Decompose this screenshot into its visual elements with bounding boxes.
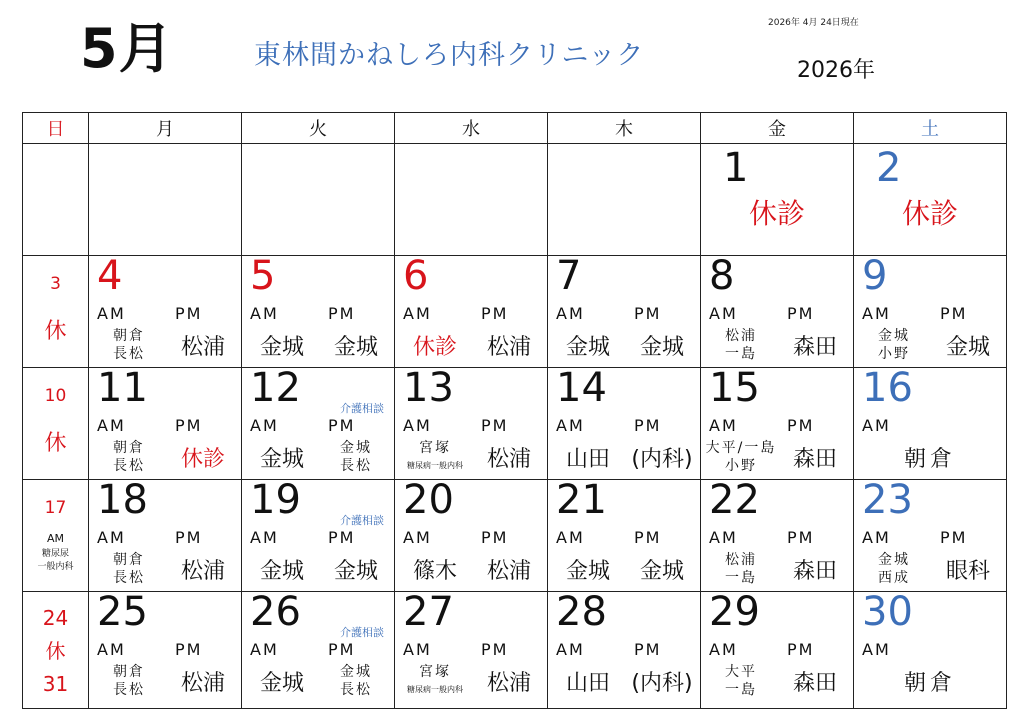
- updated-date: 2026年 4月 24日現在: [768, 18, 859, 28]
- day-cell: [548, 365, 701, 480]
- am-doctor-line: 朝倉: [113, 552, 145, 568]
- am-label: AM: [709, 416, 738, 435]
- pm-label: PM: [328, 640, 356, 659]
- am-doctor-stack: [725, 551, 757, 587]
- am-doctor-text: 休診: [412, 334, 457, 360]
- weekday-thu: 木: [548, 113, 701, 144]
- am-doctor-stack: [725, 327, 757, 363]
- pm-doctor-text: 松浦: [486, 334, 531, 360]
- am-doctor-line: 一島: [725, 682, 757, 698]
- pm-doctor: [163, 548, 243, 590]
- day-cell: [854, 589, 1007, 709]
- am-doctor-text: 金城: [259, 558, 304, 584]
- am-doctor-stack: [878, 551, 910, 587]
- sunday-closed: 休: [44, 319, 67, 344]
- pm-doctor-line: 長松: [340, 682, 372, 698]
- am-label: AM: [556, 528, 585, 547]
- sunday-cell: [23, 368, 89, 480]
- am-doctor-stack: [407, 439, 463, 475]
- holiday-label: 休診: [748, 197, 805, 230]
- day-cell: [395, 589, 548, 709]
- day-cell: [854, 477, 1007, 592]
- date-number: 21: [556, 477, 607, 523]
- am-label: AM: [250, 304, 279, 323]
- am-doctor-text: 山田: [565, 670, 610, 696]
- am-doctor-line: 金城: [878, 328, 910, 344]
- pm-doctor-text: 森田: [792, 446, 837, 472]
- am-doctor-text: 金城: [565, 558, 610, 584]
- am-doctor: [701, 660, 781, 702]
- am-label: AM: [556, 640, 585, 659]
- pm-doctor-text: 松浦: [486, 446, 531, 472]
- am-doctor-line: 一島: [725, 346, 757, 362]
- date-number: 12: [250, 365, 301, 411]
- sunday-note: [23, 548, 88, 574]
- pm-doctor-text: 森田: [792, 334, 837, 360]
- am-doctor: [395, 324, 475, 366]
- am-doctor: [854, 324, 934, 366]
- pm-label: PM: [787, 640, 815, 659]
- weekday-sat: 土: [854, 113, 1007, 144]
- pm-label: PM: [787, 528, 815, 547]
- am-doctor-line: 金城: [878, 552, 910, 568]
- am-label: AM: [97, 416, 126, 435]
- pm-doctor: [469, 548, 549, 590]
- am-doctor-line: 大平/一島: [705, 440, 777, 456]
- am-doctor-text: 金城: [259, 446, 304, 472]
- pm-doctor: [316, 548, 396, 590]
- pm-label: PM: [634, 304, 662, 323]
- date-number: 30: [862, 589, 913, 635]
- am-doctor: [548, 660, 628, 702]
- pm-doctor-text: 松浦: [486, 558, 531, 584]
- consultation-tag: 介護相談: [340, 626, 384, 639]
- am-label: AM: [97, 528, 126, 547]
- date-number: 7: [556, 253, 582, 299]
- date-number: 4: [97, 253, 123, 299]
- am-doctor: [548, 324, 628, 366]
- weekday-header-row: [23, 113, 1007, 144]
- pm-doctor: [622, 548, 702, 590]
- date-number: 25: [97, 589, 148, 635]
- am-doctor-line: 小野: [725, 458, 757, 474]
- pm-label: PM: [175, 640, 203, 659]
- day-cell: [548, 589, 701, 709]
- day-cell: [854, 253, 1007, 368]
- day-cell: [854, 144, 1007, 256]
- am-doctor: [89, 548, 169, 590]
- date-number: 27: [403, 589, 454, 635]
- pm-doctor-text: 金城: [333, 558, 378, 584]
- pm-doctor-line: 金城: [340, 664, 372, 680]
- date-number: 19: [250, 477, 301, 523]
- week-row: [23, 144, 1007, 256]
- am-label: AM: [709, 304, 738, 323]
- pm-doctor-text: (内科): [631, 670, 693, 696]
- pm-label: PM: [634, 640, 662, 659]
- am-doctor: [89, 436, 169, 478]
- day-cell: [701, 253, 854, 368]
- pm-label: PM: [175, 528, 203, 547]
- am-doctor-line: 松浦: [725, 552, 757, 568]
- am-doctor-line: 宮塚: [419, 664, 451, 680]
- sunday-cell: [23, 480, 89, 592]
- year-label: 2026年: [797, 58, 875, 83]
- weekday-wed: 水: [395, 113, 548, 144]
- week-row: [23, 256, 1007, 368]
- day-cell: [548, 253, 701, 368]
- date-number: 6: [403, 253, 429, 299]
- am-label: AM: [862, 528, 891, 547]
- sunday-closed: 休: [44, 431, 67, 456]
- date-number: 20: [403, 477, 454, 523]
- day-cell: [395, 144, 548, 256]
- am-doctor-text: 山田: [565, 446, 610, 472]
- am-doctor-line: 一島: [725, 570, 757, 586]
- sunday-stack-line: 31: [42, 672, 69, 696]
- am-doctor-stack: [725, 663, 757, 699]
- pm-doctor: [775, 660, 855, 702]
- pm-doctor: [316, 660, 396, 702]
- day-cell: [548, 477, 701, 592]
- pm-label: PM: [328, 416, 356, 435]
- day-cell: [854, 365, 1007, 480]
- date-number: 18: [97, 477, 148, 523]
- day-cell: [395, 253, 548, 368]
- am-doctor: [548, 436, 628, 478]
- holiday-label: 休診: [901, 197, 958, 230]
- pm-doctor-text: 松浦: [180, 670, 225, 696]
- am-doctor: [854, 548, 934, 590]
- pm-doctor: [163, 324, 243, 366]
- am-doctor: 朝倉: [903, 446, 956, 472]
- am-doctor: [701, 436, 781, 478]
- date-number: 13: [403, 365, 454, 411]
- date-number: 23: [862, 477, 913, 523]
- pm-doctor: [928, 548, 1008, 590]
- consultation-tag: 介護相談: [340, 514, 384, 527]
- am-doctor: [395, 660, 475, 702]
- sunday-cell: [23, 592, 89, 709]
- pm-doctor-text: 休診: [180, 446, 225, 472]
- consultation-tag: 介護相談: [340, 402, 384, 415]
- pm-label: PM: [481, 640, 509, 659]
- am-label: AM: [556, 304, 585, 323]
- date-number: 1: [723, 145, 749, 191]
- am-label: AM: [403, 416, 432, 435]
- pm-doctor-line: 長松: [340, 458, 372, 474]
- weekday-tue: 火: [242, 113, 395, 144]
- month-title: 5月: [80, 17, 174, 80]
- am-doctor-line: 朝倉: [113, 664, 145, 680]
- am-label: AM: [250, 416, 279, 435]
- pm-doctor-stack: [340, 439, 372, 475]
- sunday-cell: [23, 256, 89, 368]
- day-cell: [701, 365, 854, 480]
- pm-doctor-text: 金城: [639, 558, 684, 584]
- day-cell: [701, 477, 854, 592]
- am-doctor-stack: [113, 439, 145, 475]
- pm-doctor-text: 金城: [333, 334, 378, 360]
- day-cell: [89, 144, 242, 256]
- pm-doctor-text: 眼科: [945, 558, 990, 584]
- am-doctor-text: 金城: [565, 334, 610, 360]
- am-doctor-text: 篠木: [412, 558, 457, 584]
- pm-doctor: [316, 324, 396, 366]
- pm-label: PM: [634, 528, 662, 547]
- am-doctor-line: 長松: [113, 682, 145, 698]
- date-number: 26: [250, 589, 301, 635]
- am-label: AM: [862, 640, 891, 659]
- am-label: AM: [97, 640, 126, 659]
- week-row: [23, 592, 1007, 709]
- pm-doctor: [775, 324, 855, 366]
- pm-label: PM: [787, 416, 815, 435]
- pm-doctor-text: 森田: [792, 558, 837, 584]
- sunday-date: 3: [50, 274, 61, 294]
- am-doctor: [89, 660, 169, 702]
- am-doctor: [242, 660, 322, 702]
- am-label: AM: [403, 528, 432, 547]
- am-label: AM: [556, 416, 585, 435]
- am-doctor: [395, 436, 475, 478]
- am-doctor-line: 糖尿病一般内科: [407, 685, 463, 694]
- date-number: 5: [250, 253, 276, 299]
- am-doctor-line: 長松: [113, 458, 145, 474]
- am-doctor-line: 朝倉: [113, 440, 145, 456]
- date-number: 11: [97, 365, 148, 411]
- pm-label: PM: [328, 304, 356, 323]
- pm-doctor-text: (内科): [631, 446, 693, 472]
- clinic-name: 東林間かねしろ内科クリニック: [254, 40, 645, 71]
- day-cell: [242, 365, 395, 480]
- pm-label: PM: [940, 528, 968, 547]
- pm-doctor-text: 金城: [639, 334, 684, 360]
- am-doctor: 朝倉: [903, 670, 956, 696]
- am-doctor-stack: [407, 663, 463, 699]
- am-doctor: [701, 548, 781, 590]
- day-cell: [701, 589, 854, 709]
- sunday-date: 10: [44, 386, 67, 406]
- pm-label: PM: [634, 416, 662, 435]
- day-cell: [242, 477, 395, 592]
- pm-doctor: [469, 324, 549, 366]
- am-doctor: [89, 324, 169, 366]
- am-label: AM: [709, 528, 738, 547]
- pm-doctor-text: 松浦: [180, 334, 225, 360]
- calendar-table: [22, 112, 1007, 709]
- pm-doctor-text: 金城: [945, 334, 990, 360]
- pm-label: PM: [940, 304, 968, 323]
- pm-label: PM: [481, 416, 509, 435]
- week-row: [23, 368, 1007, 480]
- weekday-sun: 日: [23, 113, 89, 144]
- sunday-am-label: AM: [46, 532, 64, 545]
- am-doctor-stack: [113, 663, 145, 699]
- day-cell: [242, 144, 395, 256]
- pm-label: PM: [175, 304, 203, 323]
- am-label: AM: [862, 416, 891, 435]
- pm-doctor-stack: [340, 663, 372, 699]
- am-doctor-line: 松浦: [725, 328, 757, 344]
- pm-label: PM: [328, 528, 356, 547]
- day-cell: [89, 365, 242, 480]
- pm-label: PM: [481, 304, 509, 323]
- am-doctor-stack: [878, 327, 910, 363]
- pm-doctor-text: 森田: [792, 670, 837, 696]
- day-cell: [701, 144, 854, 256]
- pm-label: PM: [787, 304, 815, 323]
- am-doctor: [242, 324, 322, 366]
- am-doctor-line: 長松: [113, 346, 145, 362]
- pm-doctor: [775, 548, 855, 590]
- pm-label: PM: [175, 416, 203, 435]
- am-label: AM: [250, 528, 279, 547]
- am-doctor-stack: [113, 551, 145, 587]
- pm-doctor: [775, 436, 855, 478]
- pm-doctor: [316, 436, 396, 478]
- am-doctor: [548, 548, 628, 590]
- am-doctor-line: 宮塚: [419, 440, 451, 456]
- day-cell: [548, 144, 701, 256]
- date-number: 9: [862, 253, 888, 299]
- am-doctor-stack: [113, 327, 145, 363]
- pm-doctor-line: 金城: [340, 440, 372, 456]
- pm-doctor: [469, 436, 549, 478]
- date-number: 8: [709, 253, 735, 299]
- am-label: AM: [403, 304, 432, 323]
- pm-doctor: [163, 660, 243, 702]
- date-number: 22: [709, 477, 760, 523]
- date-number: 16: [862, 365, 913, 411]
- day-cell: [242, 253, 395, 368]
- pm-doctor: [622, 436, 702, 478]
- am-doctor-line: 糖尿病一般内科: [407, 461, 463, 470]
- am-doctor-line: 大平: [725, 664, 757, 680]
- sunday-cell: [23, 144, 89, 256]
- am-label: AM: [97, 304, 126, 323]
- am-doctor-text: 金城: [259, 334, 304, 360]
- pm-doctor: [469, 660, 549, 702]
- am-label: AM: [862, 304, 891, 323]
- pm-doctor-text: 松浦: [180, 558, 225, 584]
- am-doctor: [395, 548, 475, 590]
- am-doctor-text: 金城: [259, 670, 304, 696]
- date-number: 28: [556, 589, 607, 635]
- sunday-stack: [23, 602, 88, 701]
- pm-doctor: [622, 660, 702, 702]
- date-number: 14: [556, 365, 607, 411]
- day-cell: [89, 253, 242, 368]
- day-cell: [242, 589, 395, 709]
- day-cell: [89, 589, 242, 709]
- day-cell: [89, 477, 242, 592]
- am-doctor-line: 西成: [878, 570, 910, 586]
- week-row: [23, 480, 1007, 592]
- pm-doctor: [622, 324, 702, 366]
- pm-doctor: [928, 324, 1008, 366]
- am-doctor-line: 朝倉: [113, 328, 145, 344]
- am-doctor: [242, 548, 322, 590]
- weekday-mon: 月: [89, 113, 242, 144]
- am-label: AM: [403, 640, 432, 659]
- am-doctor-line: 長松: [113, 570, 145, 586]
- day-cell: [395, 477, 548, 592]
- sunday-stack-line: 休: [45, 639, 66, 663]
- date-number: 2: [876, 145, 902, 191]
- sunday-date: 17: [44, 498, 67, 518]
- day-cell: [395, 365, 548, 480]
- am-doctor-stack: [706, 439, 777, 475]
- sunday-note-line: 糖尿尿: [41, 549, 69, 559]
- am-label: AM: [250, 640, 279, 659]
- date-number: 15: [709, 365, 760, 411]
- am-doctor: [242, 436, 322, 478]
- pm-doctor: [163, 436, 243, 478]
- am-doctor: [701, 324, 781, 366]
- pm-label: PM: [481, 528, 509, 547]
- sunday-stack-line: 24: [42, 606, 69, 630]
- date-number: 29: [709, 589, 760, 635]
- pm-doctor-text: 松浦: [486, 670, 531, 696]
- weekday-fri: 金: [701, 113, 854, 144]
- am-doctor-line: 小野: [878, 346, 910, 362]
- am-label: AM: [709, 640, 738, 659]
- sunday-note-line: 一般内科: [37, 562, 74, 572]
